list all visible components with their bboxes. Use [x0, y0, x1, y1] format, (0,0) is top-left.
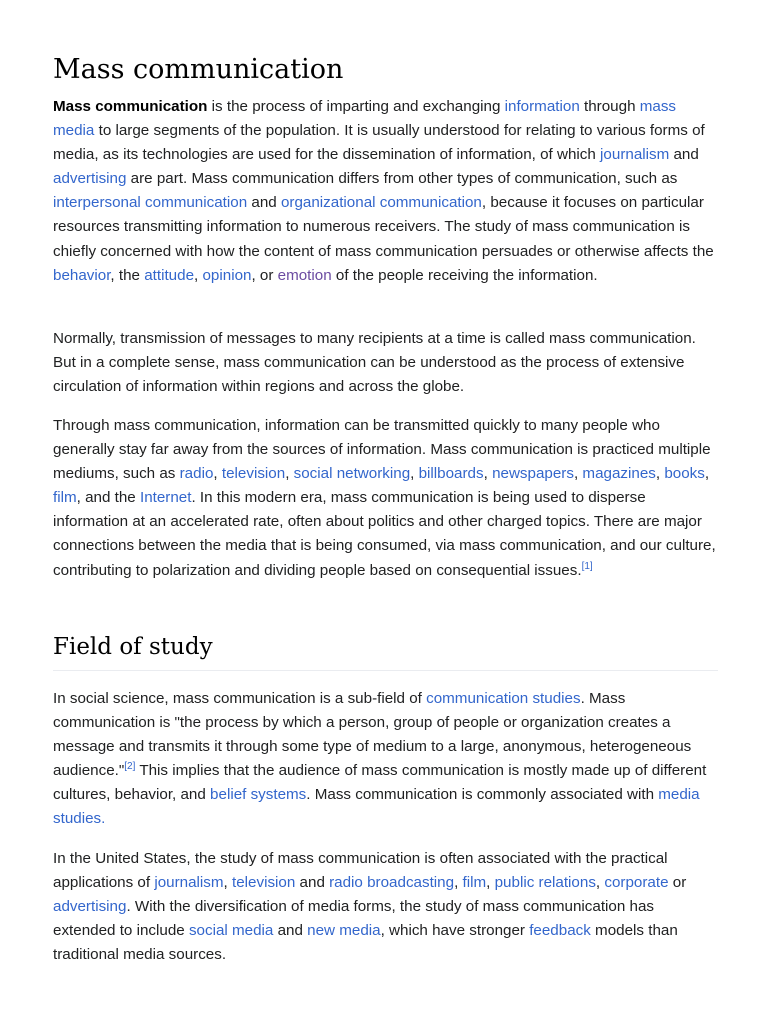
link-emotion[interactable]: emotion: [277, 266, 332, 284]
link-media-studies[interactable]: media studies.: [53, 786, 700, 828]
link-feedback[interactable]: feedback: [529, 922, 591, 940]
page-title: Mass communication: [53, 54, 344, 85]
link-social-media[interactable]: social media: [188, 922, 274, 940]
link-television[interactable]: television: [221, 465, 286, 483]
link-internet[interactable]: Internet: [139, 489, 192, 507]
paragraph-united-states: In the United States, the study of mass communication is often associated with the practical applications of journalism, television and radio broadcasting, film, public relations, corporate or advertising. With the diversification of media forms, the study of mass communication has extended to include social media and new media, which have stronger feedback models than traditional media sources.: [53, 850, 687, 964]
link-billboards[interactable]: billboards: [418, 465, 484, 483]
link-interpersonal-communication[interactable]: interpersonal communication: [53, 194, 248, 212]
link-corporate[interactable]: corporate: [604, 874, 669, 892]
section-heading-field-of-study: Field of study: [53, 632, 718, 671]
link-journalism[interactable]: journalism: [600, 146, 670, 164]
link-newspapers[interactable]: newspapers: [492, 465, 574, 483]
link-organizational-communication[interactable]: organizational communication: [280, 194, 482, 212]
link-television-2[interactable]: television: [232, 874, 296, 892]
link-belief-systems[interactable]: belief systems: [210, 786, 307, 804]
link-advertising-2[interactable]: advertising: [53, 898, 127, 916]
link-behavior[interactable]: behavior: [53, 266, 111, 284]
bold-term: Mass communication: [53, 98, 208, 115]
link-books[interactable]: books: [664, 465, 705, 483]
link-radio[interactable]: radio: [179, 465, 214, 483]
link-advertising[interactable]: advertising: [53, 170, 127, 188]
link-mass-media[interactable]: mass media: [53, 98, 677, 140]
link-opinion[interactable]: opinion: [202, 266, 252, 284]
link-radio-broadcasting[interactable]: radio broadcasting: [329, 874, 455, 892]
reference-1[interactable]: [1]: [581, 560, 593, 572]
intro-paragraph: Mass communication is the process of imparting and exchanging information through mass media to large segments of the population. It is usually understood for relating to various forms of media, as its technologies are used for the dissemination of information, of which journalism and advertising are part. Mass communication differs from other types of communication, such as interpersonal communication and organizational communication, because it focuses on particular resources transmitting information to numerous receivers. The study of mass communication is chiefly concerned with how the content of mass communication persuades or otherwise affects the behavior, the attitude, opinion, or emotion of the people receiving the information.: [53, 98, 714, 284]
paragraph-field-of-study: In social science, mass communication is a sub-field of communication studies. Mass communication is "the process by which a person, group of people or organization creates a message and transmits it through some type of medium to a large, anonymous, heterogeneous audience."[2] This implies that the audience of mass communication is mostly made up of different cultures, behavior, and belief systems. Mass communication is commonly associated with media studies.: [53, 690, 707, 828]
link-film-2[interactable]: film: [462, 874, 487, 892]
link-social-networking[interactable]: social networking: [293, 465, 411, 483]
link-journalism-2[interactable]: journalism: [154, 874, 224, 892]
paragraph-transmission: Normally, transmission of messages to many recipients at a time is called mass communication. But in a complete sense, mass communication can be understood as the process of extensive circulation of information within regions and across the globe.: [53, 330, 696, 396]
reference-2[interactable]: [2]: [124, 761, 136, 773]
link-information[interactable]: information: [504, 98, 580, 115]
link-magazines[interactable]: magazines: [582, 465, 656, 483]
link-new-media[interactable]: new media: [307, 922, 381, 940]
paragraph-mediums: Through mass communication, information can be transmitted quickly to many people who generally stay far away from the sources of information. Mass communication is practiced multiple mediums, such as radio, television, social networking, billboards, newspapers, magazines, books, film, and the Internet. In this modern era, mass communication is being used to disperse information at an accelerated rate, often about politics and other charged topics. There are major connections between the media that is being consumed, via mass communication, and our culture, contributing to polarization and dividing people based on consequential issues.[1]: [53, 417, 716, 579]
link-public-relations[interactable]: public relations: [494, 874, 596, 892]
link-attitude[interactable]: attitude: [144, 266, 195, 284]
link-film[interactable]: film: [53, 489, 77, 507]
link-communication-studies[interactable]: communication studies: [426, 690, 581, 707]
